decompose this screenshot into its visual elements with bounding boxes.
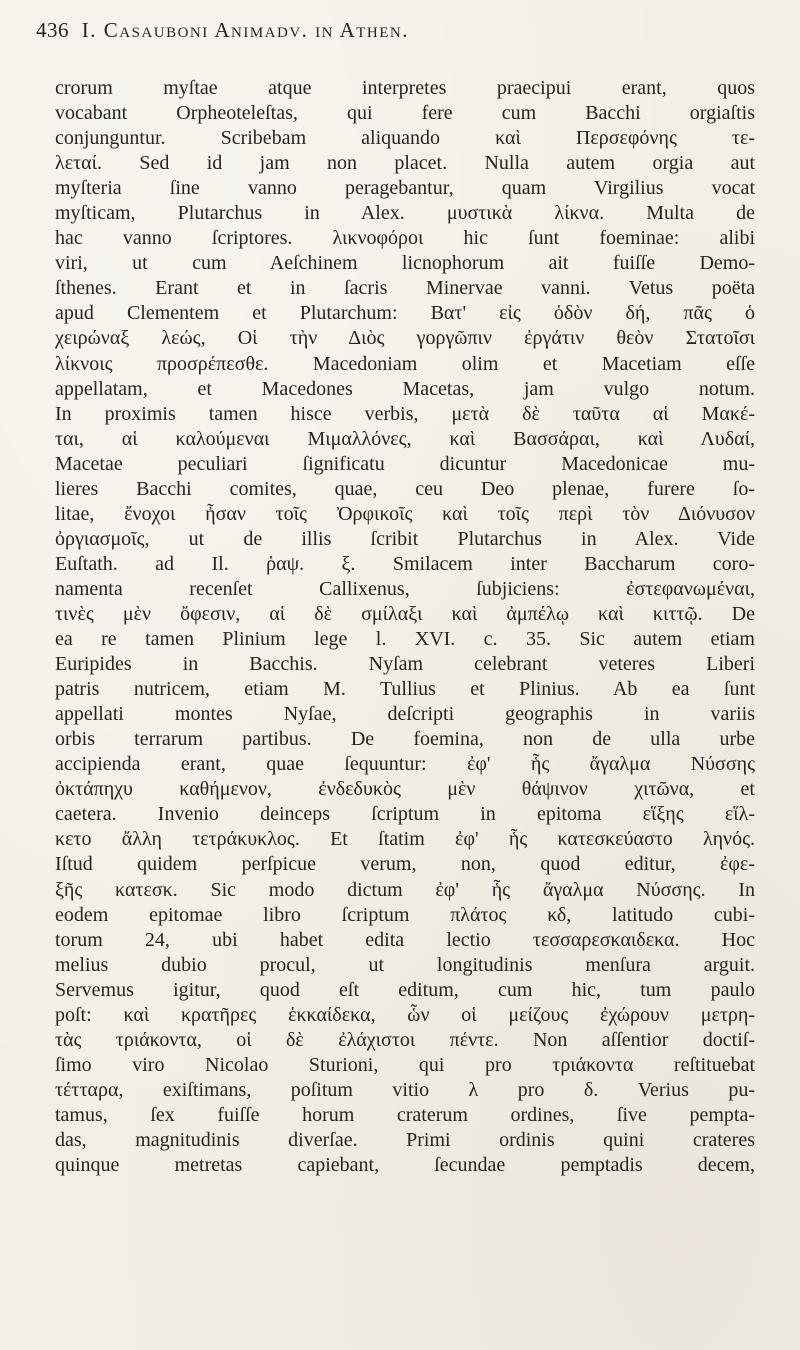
text-line: eodem epitomae libro ſcriptum πλάτος κδ, latitudo cubi- — [55, 903, 755, 926]
text-line: appellatam, et Macedones Macetas, jam vulgo notum. — [55, 377, 755, 400]
text-line: viri, ut cum Aeſchinem licnophorum ait fuiſſe Demo- — [55, 252, 755, 275]
text-line: poſt: καὶ κρατῆρες ἑκκαίδεκα, ὧν οἱ μείζους ἐχώρουν μετρη- — [55, 1003, 755, 1026]
text-line: conjunguntur. Scribebam aliquando καὶ Περσεφόνης τε- — [55, 127, 755, 150]
text-line: vocabant Orpheoteleſtas, qui fere cum Bacchi orgiaſtis — [55, 102, 755, 125]
text-line: das, magnitudinis diverſae. Primi ordinis quini crateres — [55, 1128, 755, 1151]
text-line: ται, αἱ καλούμεναι Μιμαλλόνες, καὶ Βασσάραι, καὶ Λυδαί, — [55, 427, 755, 450]
text-line: litae, ἔνοχοι ἦσαν τοῖς Ὀρφικοῖς καὶ τοῖς περὶ τὸν Διόνυσον — [55, 502, 755, 525]
text-line: κετο ἄλλη τετράκυκλος. Et ſtatim ἐφ' ἧς κατεσκεύαστο ληνός. — [55, 828, 755, 851]
text-line: hac vanno ſcriptores. λικνοφόροι hic ſunt foeminae: alibi — [55, 227, 755, 250]
text-line: χειρώναξ λεώς, Οἱ τὴν Διὸς γοργῶπιν ἐργάτιν θεὸν Στατοῖσι — [55, 327, 755, 350]
text-line: λεταί. Sed id jam non placet. Nulla autem orgia aut — [55, 152, 755, 175]
text-line: Euripides in Bacchis. Nyſam celebrant veteres Liberi — [55, 653, 755, 676]
text-line: crorum myſtae atque interpretes praecipui erant, quos — [55, 77, 755, 99]
text-line: namenta recenſet Callixenus, ſubjiciens: ἐστεφανωμέναι, — [55, 577, 755, 600]
text-line: tamus, ſex fuiſſe horum craterum ordines, ſive pempta- — [55, 1103, 755, 1126]
text-line: appellati montes Nyſae, deſcripti geographis in variis — [55, 703, 755, 726]
text-line: quinque metretas capiebant, ſecundae pemptadis decem, — [55, 1154, 755, 1177]
page-header — [36, 18, 696, 48]
text-line: ſimo viro Nicolao Sturioni, qui pro τριάκοντα reſtituebat — [55, 1053, 755, 1076]
text-line: τὰς τριάκοντα, οἱ δὲ ἐλάχιστοι πέντε. Non aſſentior doctiſ- — [55, 1028, 755, 1051]
text-line: Servemus igitur, quod eſt editum, cum hic, tum paulo — [55, 978, 755, 1001]
text-line: caetera. Invenio deinceps ſcriptum in epitoma εἵξης εἵλ- — [55, 803, 755, 826]
text-line: τινὲς μὲν ὄφεσιν, αἱ δὲ σμίλαξι καὶ ἀμπέλῳ καὶ κιττῷ. De — [55, 602, 755, 625]
text-line: ξῆς κατεσκ. Sic modo dictum ἐφ' ἧς ἄγαλμα Νύσσης. In — [55, 878, 755, 901]
text-line: ſthenes. Erant et in ſacris Minervae vanni. Vetus poëta — [55, 277, 755, 300]
text-line: Iſtud quidem perſpicue verum, non, quod editur, ἐφε- — [55, 853, 755, 876]
text-line: ὀργιασμοῖς, ut de illis ſcribit Plutarchus in Alex. Vide — [55, 527, 755, 550]
text-line: myſteria ſine vanno peragebantur, quam Virgilius vocat — [55, 177, 755, 200]
text-line: accipienda erant, quae ſequuntur: ἐφ' ἧς ἄγαλμα Νύσσης — [55, 753, 755, 776]
text-line: myſticam, Plutarchus in Alex. μυστικὰ λίκνα. Multa de — [55, 202, 755, 225]
text-line: melius dubio procul, ut longitudinis menſura arguit. — [55, 953, 755, 976]
body-text — [55, 76, 755, 1178]
text-line: In proximis tamen hisce verbis, μετὰ δὲ ταῦτα αἱ Μακέ- — [55, 402, 755, 425]
text-line: Euſtath. ad Il. ῥαψ. ξ. Smilacem inter Baccharum coro- — [55, 552, 755, 575]
text-line: λίκνοις προσρέπεσθε. Macedoniam olim et Macetiam eſſe — [55, 352, 755, 375]
text-line: ὀκτάπηχυ καθήμενον, ἐνδεδυκὸς μὲν θάψινον χιτῶνα, et — [55, 778, 755, 801]
text-line: Macetae peculiari ſignificatu dicuntur Macedonicae mu- — [55, 452, 755, 475]
text-line: apud Clementem et Plutarchum: Βατ' εἰς ὁδὸν δή, πᾶς ὁ — [55, 302, 755, 325]
text-line: τέτταρα, exiſtimans, poſitum vitio λ pro δ. Verius pu- — [55, 1078, 755, 1101]
text-line: patris nutricem, etiam M. Tullius et Plinius. Ab ea ſunt — [55, 678, 755, 701]
text-line: ea re tamen Plinium lege l. XVI. c. 35. Sic autem etiam — [55, 628, 755, 651]
text-line: lieres Bacchi comites, quae, ceu Deo plenae, furere ſo- — [55, 477, 755, 500]
text-line: orbis terrarum partibus. De foemina, non de ulla urbe — [55, 728, 755, 751]
running-head: I. Casauboni Animadv. in Athen. — [81, 18, 409, 42]
page-number: 436 — [36, 18, 69, 42]
text-line: torum 24, ubi habet edita lectio τεσσαρεσκαιδεκα. Hoc — [55, 928, 755, 951]
